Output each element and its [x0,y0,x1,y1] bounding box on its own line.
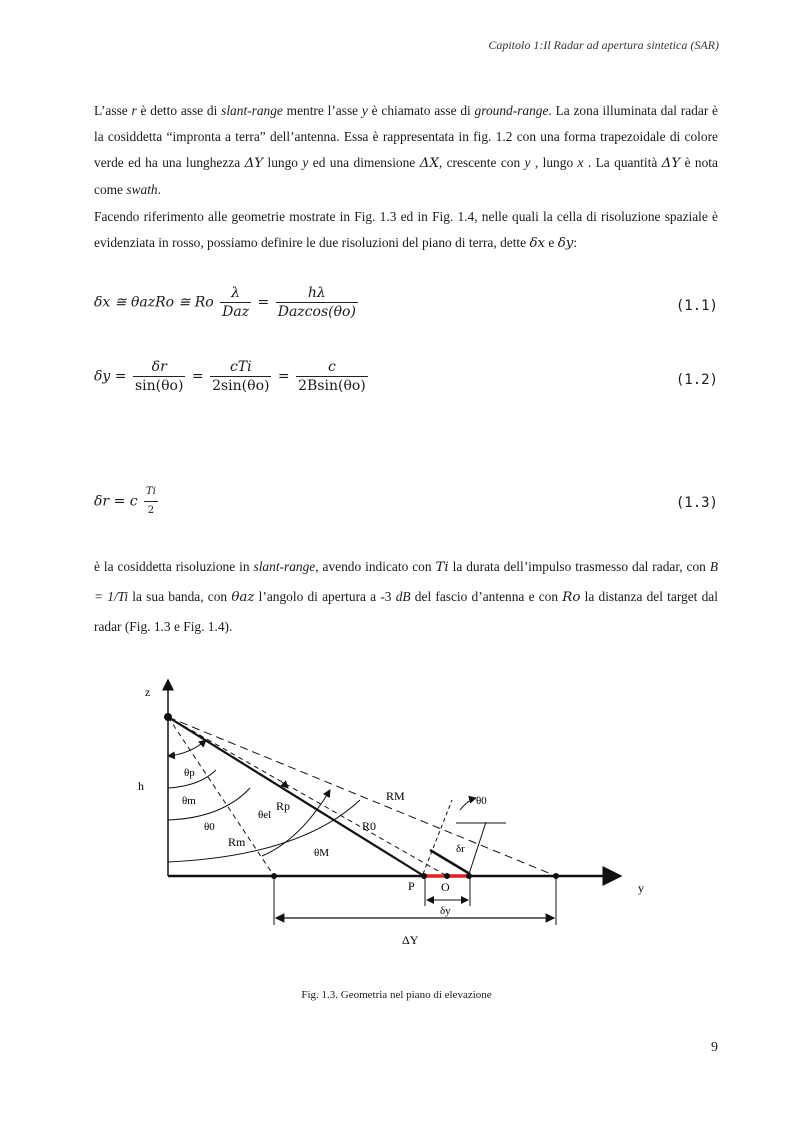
equation-number: (1.3) [675,495,718,511]
figure-caption: Fig. 1.3. Geometria nel piano di elevazione [301,989,492,1001]
label-theta-M: θM [314,847,330,859]
label-y: y [638,881,644,895]
label-theta-0-right: θ0 [476,795,487,807]
equation-number: (1.2) [675,372,718,388]
label-theta-m: θm [182,795,196,807]
label-h: h [138,779,144,793]
label-delta-y: δy [440,905,451,917]
label-P: P [408,879,415,893]
label-R-p: Rp [276,799,291,813]
arc-theta-p [168,740,206,756]
label-R-0: R0 [362,819,377,833]
label-z: z [145,685,151,699]
label-R-M: RM [386,789,405,803]
ray-RM [168,717,556,876]
arc-theta-0-right [460,798,476,810]
label-Delta-Y: ΔY [402,933,419,947]
equation-1-3: δr = c $\frac{Ti}{2}$ (1.3) [94,483,718,533]
elevation-geometry-figure [0,670,793,990]
label-theta-el: θel [258,809,272,821]
running-header: Capitolo 1:Il Radar ad apertura sintetica (SAR) [488,38,719,52]
equation-number: (1.1) [675,298,718,314]
paragraph-2: Facendo riferimento alle geometrie mostrate in Fig. 1.3 ed in Fig. 1.4, nelle quali la cella di risoluzione spaziale è evidenziata in rosso, possiamo definire le due risoluzioni del piano di terra, dette δx e δy: [94,209,718,251]
ray-R0 [168,717,447,876]
page-number: 9 [711,1040,718,1055]
label-theta-p: θp [184,767,195,779]
equation-1-1: δx ≅ θazRo ≅ Ro $\frac{\lambda}{\text{Daz}}$ = $\frac{h\lambda}{\text{Dazcos(θo)}}$ (1.1) [94,285,718,320]
paragraph-1: L’asse r è detto asse di slant-range mentre l’asse y è chiamato asse di ground-range. La zona illuminata dal radar è la cosiddetta “impronta a terra” dell’antenna. Essa è rappresentata in fig. 1.2 con una forma trapezoidale di colore verde ed ha una lunghezza ΔY lungo y ed una dimensione ΔX, crescente con y , lungo x . La quantità ΔY è nota come swath. [94,103,719,197]
label-R-m: Rm [228,835,246,849]
label-theta-0: θ0 [204,821,215,833]
arc-theta-0 [168,788,250,820]
label-O: O [441,880,450,894]
paragraph-3: è la cosiddetta risoluzione in slant-range, avendo indicato con Ti la durata dell’impulso trasmesso dal radar, con B = 1/Ti la sua banda, con θaz l’angolo di apertura a -3 dB del fascio d’antenna e con Ro la distanza del target dal radar (Fig. 1.3 e Fig. 1.4). [94,559,718,634]
equation-1-2: δy = $\frac{\delta r}{\sin(\theta o)}$ = $\frac{\text{cTi}}{2\sin(\theta o)}$ = $\frac{c}{2Bsin(\theta o)}$ (1.2) [94,359,718,394]
label-delta-r: δr [456,843,465,855]
